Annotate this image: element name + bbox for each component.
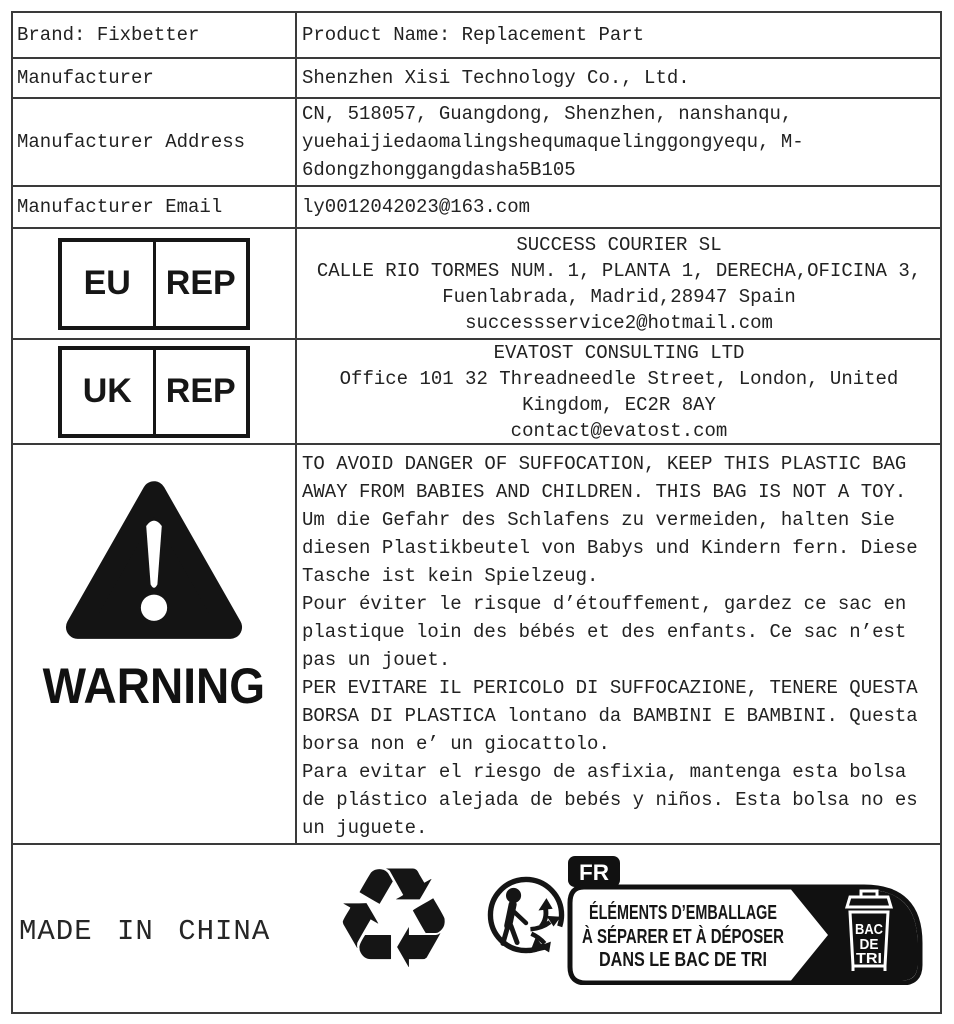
eu-rep-icon <box>58 238 250 330</box>
suffocation-warning-text <box>297 445 940 843</box>
manufacturer-email-value: ly0012042023@163.com <box>302 196 531 218</box>
recycling-icon: ♻ <box>331 838 457 1001</box>
table-row-footer <box>13 838 940 1012</box>
product-name-cell: Product Name: Replacement Part <box>302 24 645 46</box>
uk-rep-label: REP <box>153 350 247 434</box>
manufacturer-value: Shenzhen Xisi Technology Co., Ltd. <box>302 67 690 89</box>
bin-text-line: BAC <box>855 921 884 938</box>
eu-rep-code: EU <box>83 264 131 302</box>
made-in-china-text: MADE IN CHINA <box>19 915 271 948</box>
triman-icon <box>486 875 566 955</box>
eu-rep-line: SUCCESS COURIER SL <box>516 233 722 256</box>
eu-rep-address-cell <box>297 229 940 338</box>
eu-rep-line: Fuenlabrada, Madrid,28947 Spain <box>442 285 796 308</box>
brand-cell: Brand: Fixbetter <box>13 13 297 57</box>
fr-tag-text: FR <box>579 860 610 885</box>
table-row <box>13 13 940 59</box>
label-table <box>11 11 942 1014</box>
uk-rep-line: Office 101 32 Threadneedle Street, London, United <box>339 367 899 390</box>
fr-label-line: À SÉPARER ET À DÉPOSER <box>582 926 852 948</box>
uk-rep-address-cell <box>297 340 940 443</box>
eu-rep-badge-cell <box>13 229 297 338</box>
uk-rep-address <box>302 340 936 444</box>
warning-triangle-icon <box>64 477 244 645</box>
table-row-eu-rep <box>13 229 940 340</box>
table-row <box>13 59 940 99</box>
warning-paragraph-es: Para evitar el riesgo de asfixia, mantenga esta bolsa de plástico alejada de bebés y niños. Esta bolsa no es un juguete. <box>302 761 918 839</box>
eu-rep-line: successservice2@hotmail.com <box>465 311 773 334</box>
fr-label-line: DANS LE BAC DE TRI <box>599 949 767 971</box>
manufacturer-address-value: CN, 518057, Guangdong, Shenzhen, nanshanqu, yuehaijiedaomalingshequmaquelinggongyequ, M-6dongzhonggangdasha5B105 <box>302 103 804 181</box>
manufacturer-label: Manufacturer <box>13 59 297 97</box>
table-row-uk-rep <box>13 340 940 445</box>
warning-paragraph-it: PER EVITARE IL PERICOLO DI SUFFOCAZIONE, TENERE QUESTA BORSA DI PLASTICA lontano da BAMBINI E BAMBINI. Questa borsa non e’ un giocattolo. <box>302 677 918 755</box>
uk-rep-line: contact@evatost.com <box>510 419 728 442</box>
manufacturer-address-label: Manufacturer Address <box>13 99 297 185</box>
bin-text-line: TRI <box>856 950 882 967</box>
fr-sorting-label <box>566 855 924 985</box>
eu-rep-line: CALLE RIO TORMES NUM. 1, PLANTA 1, DERECHA,OFICINA 3, <box>316 259 922 282</box>
eu-rep-label: REP <box>153 242 247 326</box>
manufacturer-email-label: Manufacturer Email <box>13 187 297 227</box>
uk-rep-line: EVATOST CONSULTING LTD <box>493 341 745 364</box>
table-row <box>13 187 940 229</box>
warning-paragraph-en: TO AVOID DANGER OF SUFFOCATION, KEEP THIS PLASTIC BAG AWAY FROM BABIES AND CHILDREN. THIS BAG IS NOT A TOY. <box>302 453 907 503</box>
warning-paragraph-fr: Pour éviter le risque d’étouffement, gardez ce sac en plastique loin des bébés et des enfants. Ce sac n’est pas un jouet. <box>302 593 907 671</box>
warning-cell <box>13 445 297 843</box>
uk-rep-badge-cell <box>13 340 297 443</box>
fr-label-line: ÉLÉMENTS D’EMBALLAGE <box>589 902 851 924</box>
bin-text-line: DE <box>859 936 879 953</box>
uk-rep-icon <box>58 346 250 438</box>
table-row-warning <box>13 445 940 845</box>
warning-paragraph-de: Um die Gefahr des Schlafens zu vermeiden, halten Sie diesen Plastikbeutel von Babys und Kindern fern. Diese Tasche ist kein Spielzeug. <box>302 509 918 587</box>
table-row <box>13 99 940 187</box>
uk-rep-code: UK <box>82 372 132 410</box>
uk-rep-line: Kingdom, EC2R 8AY <box>522 393 716 416</box>
warning-title: WARNING <box>42 658 266 714</box>
eu-rep-address <box>302 232 936 336</box>
